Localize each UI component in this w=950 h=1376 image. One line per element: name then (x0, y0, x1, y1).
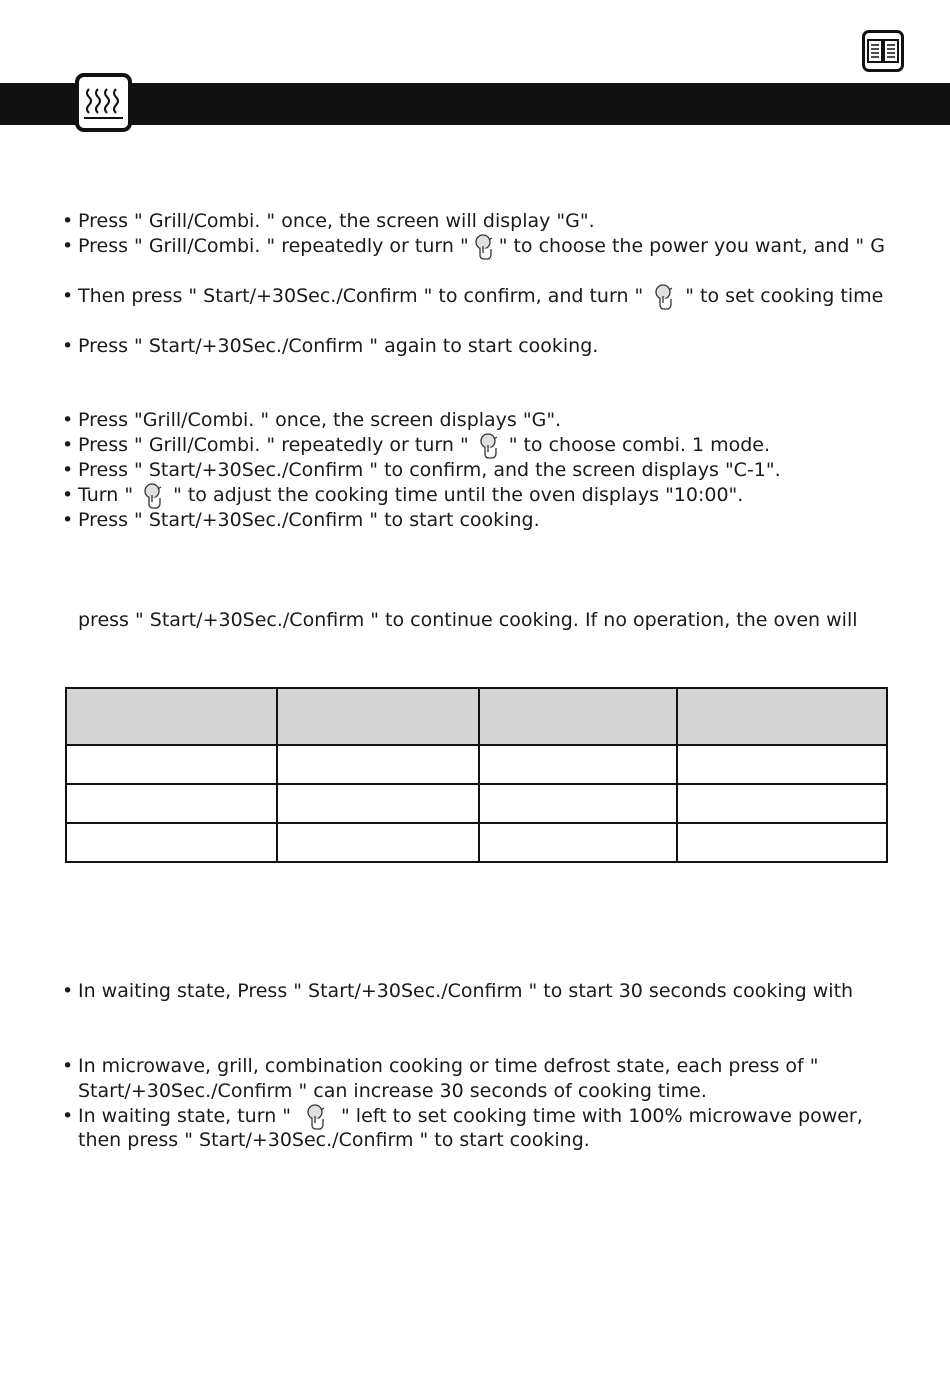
table-cell (677, 688, 887, 745)
manual-book-icon (862, 30, 904, 72)
table-cell (479, 745, 677, 784)
table-cell (66, 823, 277, 862)
list-item: • In waiting state, Press " Start/+30Sec./Confirm " to start 30 seconds cooking with (62, 980, 854, 1002)
table-cell (479, 688, 677, 745)
knob-hand-icon (291, 1104, 341, 1129)
knob-hand-icon (133, 483, 173, 508)
note-text: press " Start/+30Sec./Confirm " to continue cooking. If no operation, the oven will (78, 609, 858, 631)
grill-heat-icon (75, 73, 132, 132)
table-row (66, 784, 887, 823)
knob-hand-icon (469, 234, 499, 259)
table-cell (677, 784, 887, 823)
settings-table (65, 687, 888, 863)
table-row (66, 745, 887, 784)
knob-hand-icon (469, 433, 509, 458)
list-item: • Press " Start/+30Sec./Confirm " to start cooking. (62, 509, 540, 531)
table-header-row (66, 688, 887, 745)
table-cell (277, 688, 479, 745)
table-cell (66, 784, 277, 823)
list-item-continuation: then press " Start/+30Sec./Confirm " to start cooking. (78, 1129, 590, 1151)
table-cell (277, 784, 479, 823)
table-cell (277, 745, 479, 784)
list-item-continuation: Start/+30Sec./Confirm " can increase 30 seconds of cooking time. (78, 1080, 707, 1102)
list-item: • Turn " " to adjust the cooking time until the oven displays "10:00". (62, 484, 744, 506)
list-item: • In microwave, grill, combination cooking or time defrost state, each press of " (62, 1055, 819, 1077)
table-cell (677, 823, 887, 862)
list-item: • Press " Grill/Combi. " once, the screen will display "G". (62, 210, 595, 232)
table-cell (677, 745, 887, 784)
table-cell (66, 745, 277, 784)
table-cell (277, 823, 479, 862)
list-item: • Press " Grill/Combi. " repeatedly or turn " " to choose combi. 1 mode. (62, 434, 771, 456)
table-cell (66, 688, 277, 745)
list-item: • Press " Start/+30Sec./Confirm " again to start cooking. (62, 335, 599, 357)
list-item: • Press " Grill/Combi. " repeatedly or turn " " to choose the power you want, and " G (62, 235, 885, 257)
table-cell (479, 823, 677, 862)
list-item: • Then press " Start/+30Sec./Confirm " to confirm, and turn " " to set cooking time (62, 285, 884, 307)
table-row (66, 823, 887, 862)
knob-hand-icon (643, 284, 685, 309)
list-item: • Press "Grill/Combi. " once, the screen displays "G". (62, 409, 562, 431)
section-header-bar (0, 83, 950, 125)
table-cell (479, 784, 677, 823)
list-item: • In waiting state, turn " " left to set cooking time with 100% microwave power, (62, 1105, 863, 1127)
list-item: • Press " Start/+30Sec./Confirm " to confirm, and the screen displays "C-1". (62, 459, 781, 481)
